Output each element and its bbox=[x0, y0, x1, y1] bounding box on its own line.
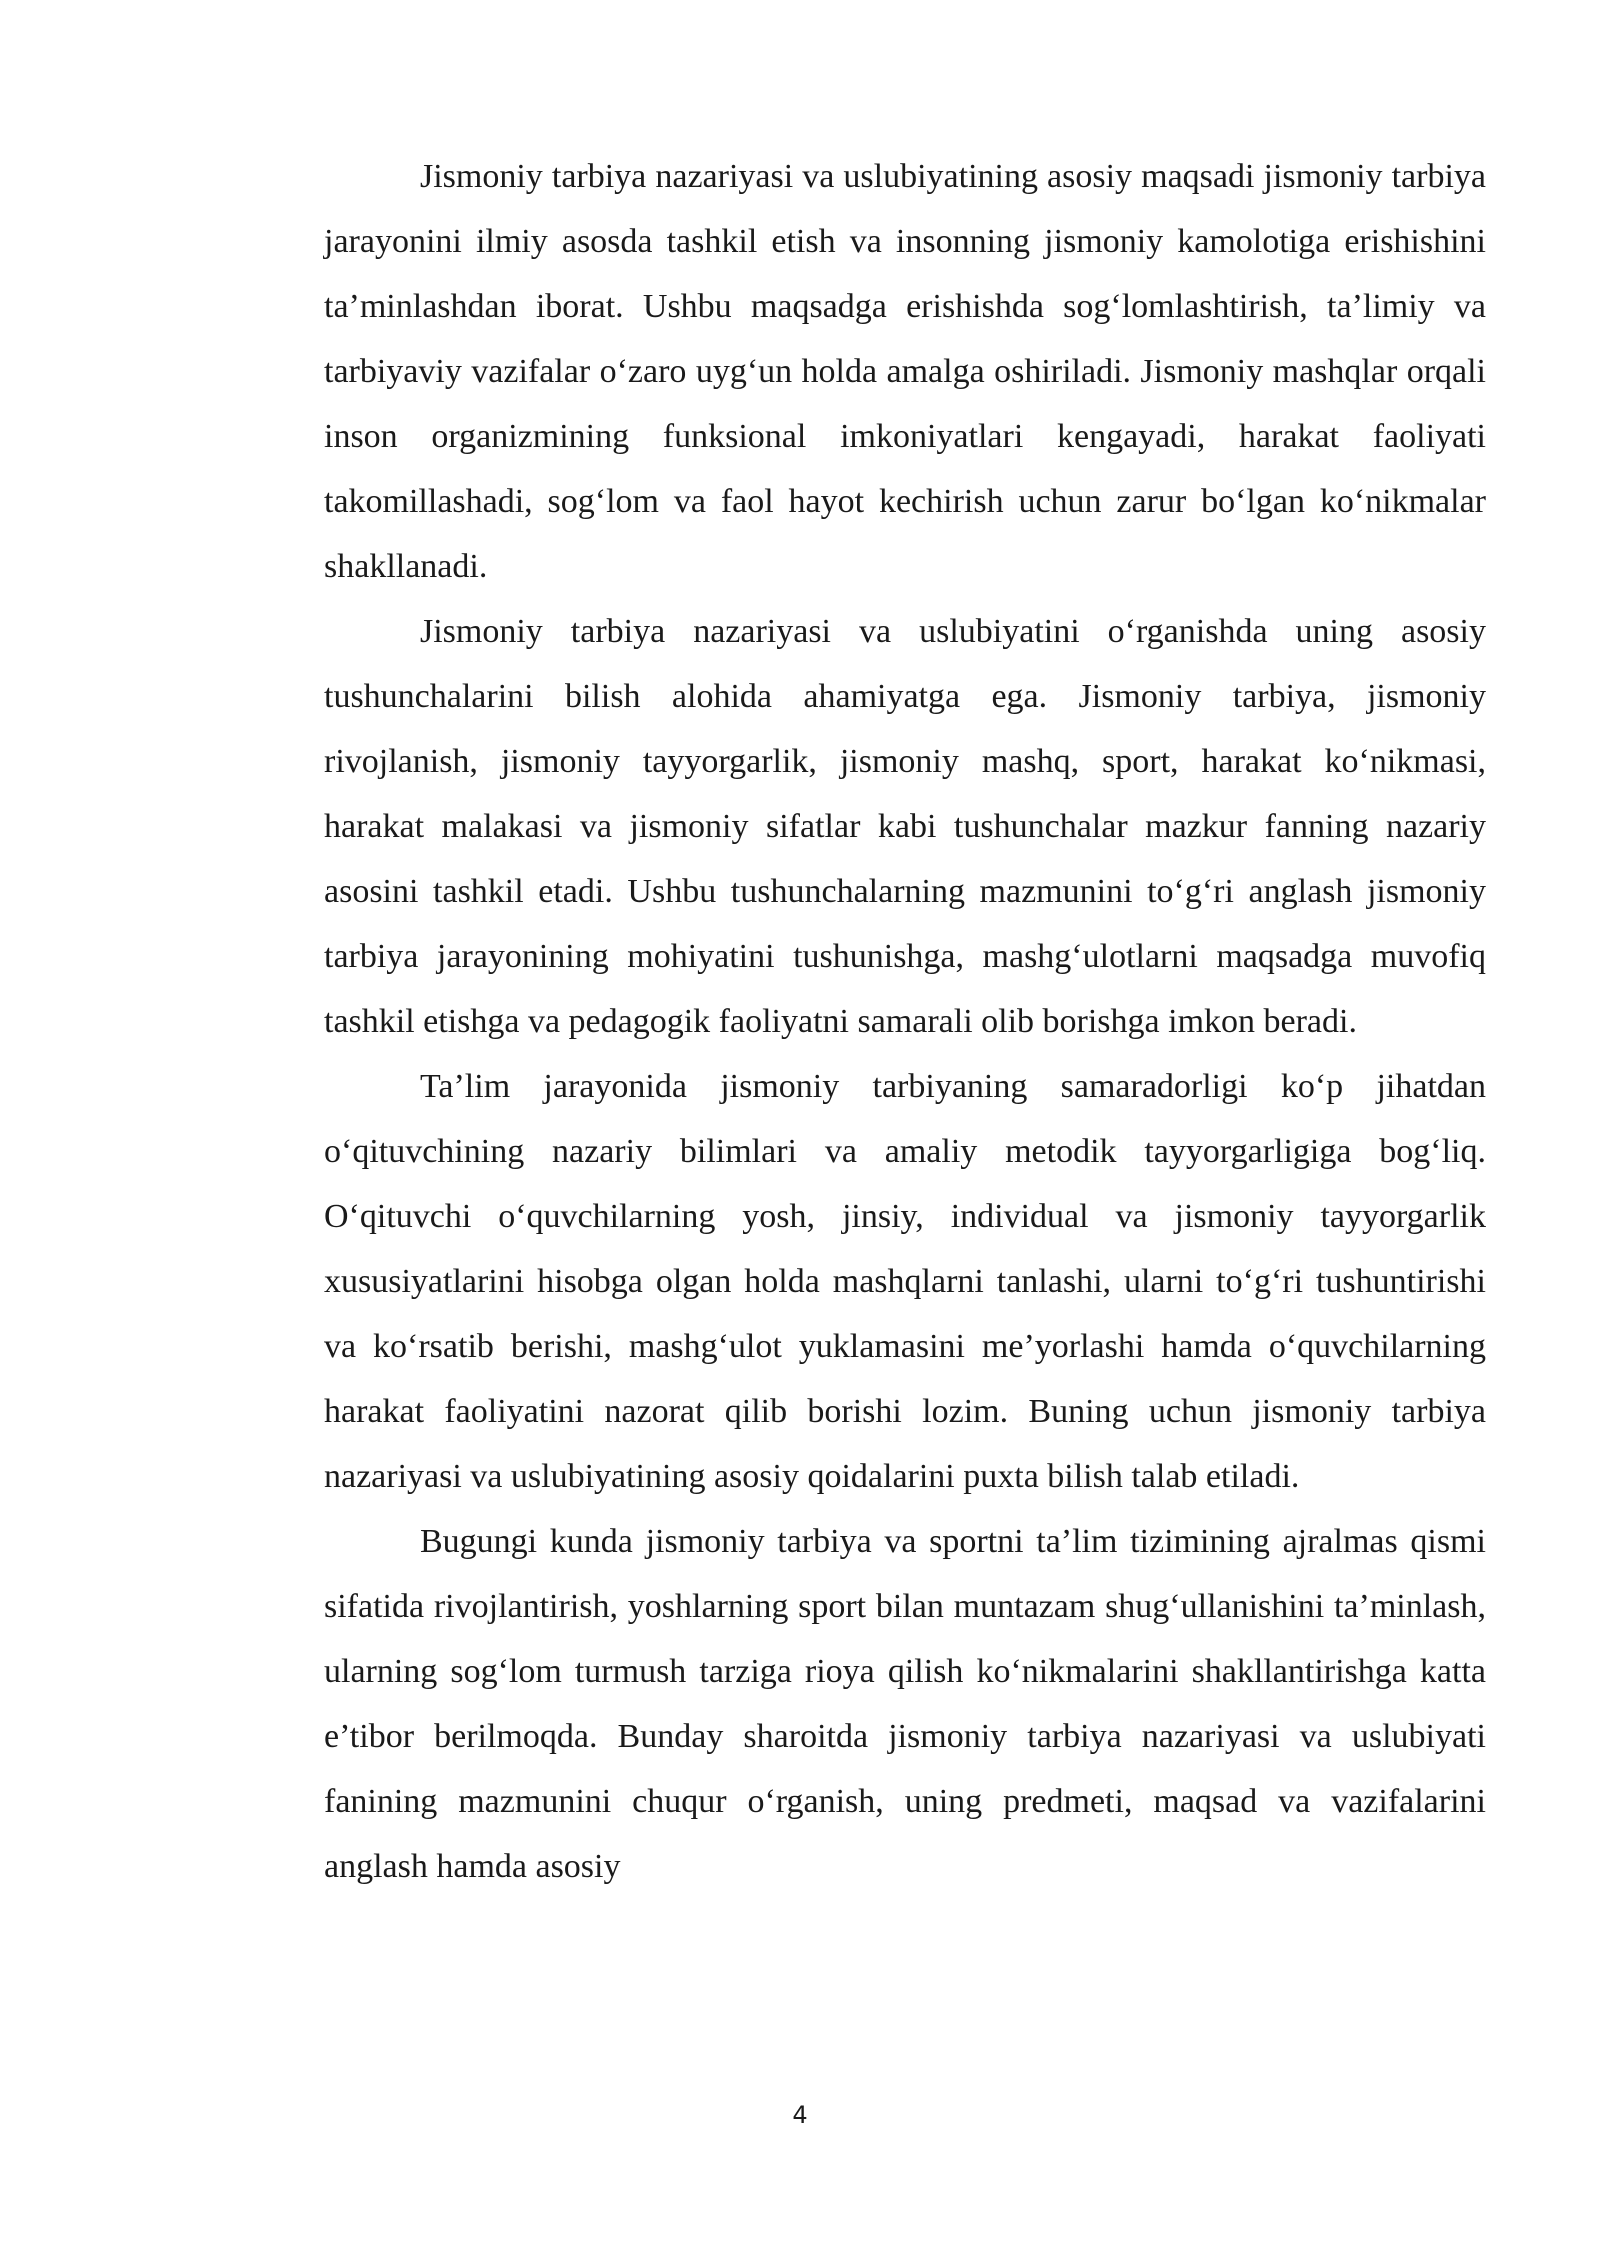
paragraph-1: Jismoniy tarbiya nazariyasi va uslubiyatining asosiy maqsadi jismoniy tarbiya jarayonini ilmiy asosda tashkil etish va insonning jismoniy kamolotiga erishishini ta’minlashdan iborat. Ushbu maqsadga erishishda sog‘lomlashtirish, ta’limiy va tarbiyaviy vazifalar o‘zaro uyg‘un holda amalga oshiriladi. Jismoniy mashqlar orqali inson organizmining funksional imkoniyatlari kengayadi, harakat faoliyati takomillashadi, sog‘lom va faol hayot kechirish uchun zarur bo‘lgan ko‘nikmalar shakllanadi. bbox=[324, 158, 1486, 585]
paragraph-2: Jismoniy tarbiya nazariyasi va uslubiyatini o‘rganishda uning asosiy tushunchalarini bilish alohida ahamiyatga ega. Jismoniy tarbiya, jismoniy rivojlanish, jismoniy tayyorgarlik, jismoniy mashq, sport, harakat ko‘nikmasi, harakat malakasi va jismoniy sifatlar kabi tushunchalar mazkur fanning nazariy asosini tashkil etadi. Ushbu tushunchalarning mazmunini to‘g‘ri anglash jismoniy tarbiya jarayonining mohiyatini tushunishga, mashg‘ulotlarni maqsadga muvofiq tashkil etishga va pedagogik faoliyatni samarali olib borishga imkon beradi. bbox=[324, 613, 1486, 1040]
paragraph-3: Ta’lim jarayonida jismoniy tarbiyaning samaradorligi ko‘p jihatdan o‘qituvchining nazariy bilimlari va amaliy metodik tayyorgarligiga bog‘liq. O‘qituvchi o‘quvchilarning yosh, jinsiy, individual va jismoniy tayyorgarlik xususiyatlarini hisobga olgan holda mashqlarni tanlashi, ularni to‘g‘ri tushuntirishi va ko‘rsatib berishi, mashg‘ulot yuklamasini me’yorlashi hamda o‘quvchilarning harakat faoliyatini nazorat qilib borishi lozim. Buning uchun jismoniy tarbiya nazariyasi va uslubiyatining asosiy qoidalarini puxta bilish talab etiladi. bbox=[324, 1068, 1486, 1495]
page-number: 4 bbox=[792, 2101, 808, 2129]
body-text bbox=[324, 144, 1486, 1899]
paragraph-4: Bugungi kunda jismoniy tarbiya va sportni ta’lim tizimining ajralmas qismi sifatida rivojlantirish, yoshlarning sport bilan muntazam shug‘ullanishini ta’minlash, ularning sog‘lom turmush tarziga rioya qilish ko‘nikmalarini shakllantirishga katta e’tibor berilmoqda. Bunday sharoitda jismoniy tarbiya nazariyasi va uslubiyati fanining mazmunini chuqur o‘rganish, uning predmeti, maqsad va vazifalarini anglash hamda asosiy bbox=[324, 1523, 1486, 1885]
